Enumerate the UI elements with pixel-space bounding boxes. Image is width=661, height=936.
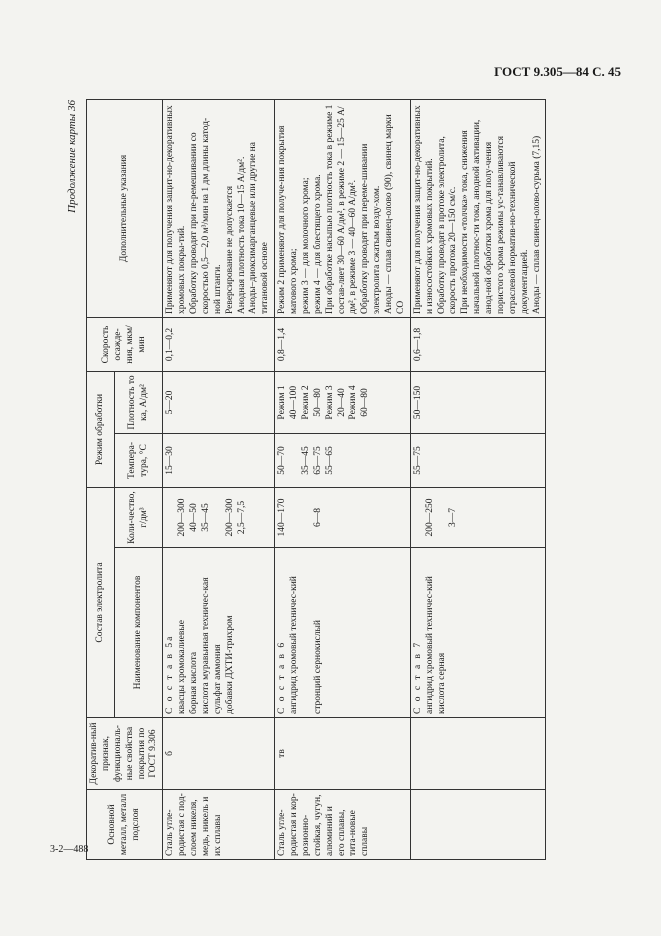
mode-1-label: Режим 1 xyxy=(277,385,288,420)
cell-notes xyxy=(163,99,275,317)
component-item: квасцы хромокалиевые xyxy=(177,620,188,714)
mode-4-temperature: 55—65 xyxy=(324,446,335,475)
note-line: Аноды–диоксимарганцевые или другие на титановой основе xyxy=(248,142,271,314)
note-line: режим 3 — для молочного хрома; xyxy=(300,177,311,314)
note-line: При обработке насыпью плотность тока в режиме 1 состав-ляет 30—60 А/дм², в режиме 2 — 15—25 А/дм², в режиме 3 — 40—60 А/дм². xyxy=(324,104,359,314)
note-line: Обработку проводят при переме-шивании электролита сжатым возду-хом. xyxy=(360,143,383,314)
quantity-value: 200—300 xyxy=(177,498,188,537)
cell-decorative xyxy=(410,718,546,790)
cell-notes xyxy=(410,99,546,317)
note-line: Обработку проводят в протоке электролита, скорость протока 20—150 см/с. xyxy=(436,136,459,314)
cell-speed: 0,1—0,2 xyxy=(163,317,275,371)
cell-quantity xyxy=(410,487,546,547)
note-line: Реверсирование не допускается xyxy=(224,186,235,314)
mode-1-density: 40—100 xyxy=(289,385,299,420)
note-line: Режим 2 применяют для получе-ния покрытия матового хрома; xyxy=(277,125,299,314)
header-temperature: Темпера-тура, °С xyxy=(115,433,163,487)
cell-components xyxy=(163,548,275,718)
header-mode: Режим обработки xyxy=(87,371,115,487)
header-base-metal: Основной металл, металл подслоя xyxy=(87,790,163,860)
process-table xyxy=(86,99,546,860)
cell-base-metal: Сталь угле-родистая и кор-розионно-стойкая, чугун, алюминий и его сплавы, тита-новые сплавы xyxy=(275,790,411,860)
component-item: борная кислота xyxy=(189,651,199,714)
header-decorative: Декоратив-ный признак, функциональ-ные свойства покрытия по ГОСТ 9.306 xyxy=(87,718,163,790)
quantity-value: 200—300 xyxy=(224,498,235,537)
mode-2-temperature: 35—45 xyxy=(300,446,311,475)
cell-quantity xyxy=(163,487,275,547)
cell-decorative: тв xyxy=(275,718,411,790)
cell-temperature xyxy=(275,433,411,487)
mode-3-temperature: 65—75 xyxy=(312,446,323,475)
quantity-value: 2,5—7,5 xyxy=(236,500,247,535)
cell-temperature: 15—30 xyxy=(163,433,275,487)
note-line: Аноды — сплав свинец-олово-сурьма (7,15) xyxy=(531,135,542,314)
quantity-value: 200—250 xyxy=(424,498,435,537)
cell-quantity xyxy=(275,487,411,547)
component-item: ангидрид хромовый техничес-кий xyxy=(424,576,435,714)
mode-2-label: Режим 2 xyxy=(300,385,311,420)
table-row xyxy=(163,99,275,859)
note-line: Применяют для получения защит-но-декоративных и износостойких хромовых покрытий. xyxy=(412,105,435,314)
cell-density: 50—150 xyxy=(410,371,546,433)
composition-title: С о с т а в 5а xyxy=(165,634,176,714)
header-row-1 xyxy=(87,99,115,859)
note-line: Применяют для получения защит-но-декоративных хромовых покры-тий. xyxy=(165,105,188,314)
continuation-label: Продолжение карты 36 xyxy=(66,100,78,213)
note-line: При необходимости «толчка» тока, снижения начальной плотнос-ти тока, анодной активации, анод-ной обработки хрома для полу-чения пористого хрома режимы ус-танавливаются отраслевой норматив-но-технической документацией. xyxy=(460,119,530,314)
component-item: кислота серная xyxy=(436,652,447,714)
mode-1-temperature: 50—70 xyxy=(277,446,288,475)
component-item: кислота муравьиная техничес-кая xyxy=(200,577,211,714)
quantity-value: 140—170 xyxy=(277,498,288,537)
cell-temperature: 55—75 xyxy=(410,433,546,487)
quantity-value: 6—8 xyxy=(312,508,323,527)
mode-3-label: Режим 3 xyxy=(324,385,335,420)
mode-2-density: 50—80 xyxy=(312,388,323,417)
cell-components xyxy=(275,548,411,718)
header-electrolyte: Состав электролита xyxy=(87,487,115,717)
note-line: Обработку проводят при пе-ремешивании со скоростью 0,5—2,0 м³/мин на 1 дм длины катод-ной штанги. xyxy=(189,117,223,314)
mode-3-density: 20—40 xyxy=(336,388,347,417)
quantity-value: 40—50 xyxy=(189,503,199,532)
cell-speed: 0,8—1,4 xyxy=(275,317,411,371)
component-item: добавки ДХТИ-трихром xyxy=(224,615,235,714)
header-density: Плотность то ка, А/дм² xyxy=(115,371,163,433)
note-line: Анодная плотность тока 10—15 А/дм². xyxy=(236,156,247,314)
rotated-table-area xyxy=(66,100,568,860)
table-row xyxy=(410,99,546,859)
quantity-value: 3—7 xyxy=(448,508,459,527)
cell-density xyxy=(275,371,411,433)
cell-notes xyxy=(275,99,411,317)
cell-decorative: б xyxy=(163,718,275,790)
component-item: сульфат аммония xyxy=(212,644,223,714)
cell-components xyxy=(410,548,546,718)
note-line: Аноды — сплав свинец-олово (90), свинец марки СО xyxy=(384,114,406,314)
cell-base-metal: Сталь угле-родистая с под-слоем никеля, медь, никель и их сплавы xyxy=(163,790,275,860)
table-row xyxy=(275,99,411,859)
cell-speed: 0,6—1,8 xyxy=(410,317,546,371)
composition-title: С о с т а в 6 xyxy=(277,640,288,714)
footer-code: 3-2—488 xyxy=(50,844,89,855)
component-item: ангидрид хромовый техничес-кий xyxy=(289,576,299,714)
mode-4-label: Режим 4 xyxy=(348,385,359,420)
note-line: режим 4 — для блестящего хрома. xyxy=(312,174,323,314)
component-item: стронций сернокислый xyxy=(312,620,323,714)
cell-density: 5—20 xyxy=(163,371,275,433)
header-quantity: Коли-чество, г/дм³ xyxy=(115,487,163,547)
header-speed: Скорость осажде-ния, мкм/мин xyxy=(87,317,163,371)
header-components: Наименование компонентов xyxy=(115,548,163,718)
mode-4-density: 60—80 xyxy=(360,388,371,417)
composition-title: С о с т а в 7 xyxy=(412,640,423,714)
header-notes: Дополнительные указания xyxy=(87,99,163,317)
cell-base-metal xyxy=(410,790,546,860)
quantity-value: 35—45 xyxy=(200,503,211,532)
page-header: ГОСТ 9.305—84 С. 45 xyxy=(494,64,621,79)
